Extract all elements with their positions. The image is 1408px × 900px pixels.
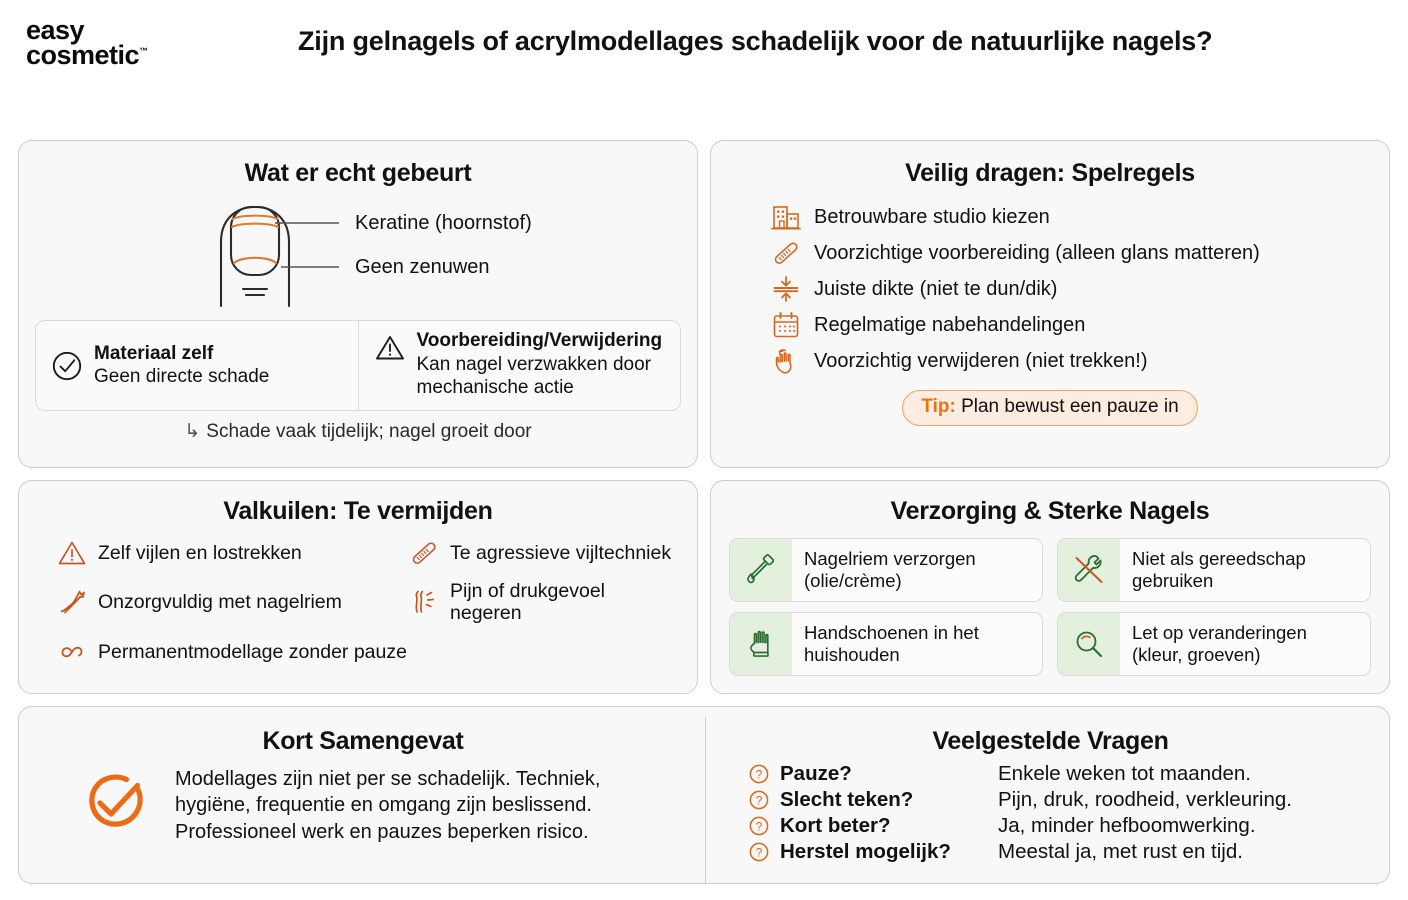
footnote-text: Schade vaak tijdelijk; nagel groeit door: [206, 420, 532, 442]
question-mark-icon: [748, 763, 770, 785]
care-item-label: Niet als gereedschap gebruiken: [1132, 547, 1306, 591]
tip-banner-wrap: [733, 390, 1367, 426]
warning-triangle-icon: [57, 538, 87, 568]
care-item-label: Handschoenen in het huishouden: [804, 621, 979, 665]
svg-text:?: ?: [755, 819, 763, 834]
summary-body: [49, 766, 677, 845]
brand-logo: [26, 14, 226, 68]
card-pitfalls: [18, 480, 698, 694]
check-circle-icon: [77, 766, 153, 842]
check-circle-icon: [50, 347, 84, 383]
glove-icon: [730, 613, 792, 675]
list-item-label: Pijn of drukgevoel negeren: [450, 580, 606, 625]
pliers-icon: [57, 587, 87, 617]
faq-item: [748, 762, 1375, 786]
care-item-watch-changes: [1057, 612, 1371, 676]
calendar-icon: [771, 310, 801, 340]
diagram-label-nerves: Geen zenuwen: [355, 256, 490, 278]
list-item-label: Zelf vijlen en lostrekken: [98, 541, 302, 564]
list-item-label: Permanentmodellage zonder pauze: [98, 640, 407, 663]
card-row-1: [18, 140, 1390, 468]
infinity-icon: [57, 637, 87, 667]
list-item: [57, 538, 409, 568]
card-title-what-happens: Wat er echt gebeurt: [244, 159, 472, 187]
list-item-label: Regelmatige nabehandelingen: [814, 314, 1086, 336]
list-item: [771, 238, 1367, 268]
card-summary-faq: [18, 706, 1390, 884]
care-item-no-tool: [1057, 538, 1371, 602]
list-item-label: Onzorgvuldig met nagelriem: [98, 591, 342, 614]
list-item-label: Betrouwbare studio kiezen: [814, 206, 1050, 228]
faq-question: Kort beter?: [780, 814, 891, 837]
card-safe-wear: [710, 140, 1390, 468]
brand-logo-tm: ™: [139, 45, 149, 56]
thickness-icon: [771, 274, 801, 304]
faq-question: Herstel mogelijk?: [780, 840, 951, 863]
magnifier-icon: [1058, 613, 1120, 675]
faq-answer: Enkele weken tot maanden.: [998, 762, 1251, 785]
faq-section: [705, 717, 1389, 883]
card-grid: [18, 140, 1390, 896]
no-wrench-icon: [1058, 539, 1120, 601]
list-item: [771, 310, 1367, 340]
page-header: [0, 0, 1408, 126]
faq-question: Slecht teken?: [780, 788, 914, 811]
care-grid: [729, 538, 1371, 676]
tip-label: Tip:: [921, 396, 956, 417]
card-care: [710, 480, 1390, 694]
faq-answer: Ja, minder hefboomwerking.: [998, 814, 1256, 837]
building-icon: [771, 202, 801, 232]
list-item: [771, 346, 1367, 376]
dropper-icon: [730, 539, 792, 601]
arrow-curve-icon: ↳: [184, 420, 201, 442]
care-item-label: Nagelriem verzorgen (olie/crème): [804, 547, 976, 591]
card-title-summary: Kort Samengevat: [262, 727, 464, 755]
question-mark-icon: [748, 789, 770, 811]
page-title: Zijn gelnagels of acrylmodellages schadelijk voor de natuurlijke nagels?: [298, 26, 1213, 56]
list-item: [771, 274, 1367, 304]
care-item-label: Let op veranderingen (kleur, groeven): [1132, 621, 1307, 665]
what-happens-footnote: [35, 420, 681, 443]
prep-sub: Kan nagel verzwakken door mechanische actie: [416, 353, 651, 399]
list-item-label: Te agressieve vijltechniek: [450, 541, 672, 564]
faq-item: [748, 840, 1375, 864]
material-block: [36, 321, 358, 410]
faq-question: Pauze?: [780, 762, 852, 785]
faq-item: [748, 788, 1375, 812]
brand-logo-line2: cosmetic: [26, 39, 140, 70]
card-title-safe-wear: Veilig dragen: Spelregels: [905, 159, 1195, 187]
faq-answer: Meestal ja, met rust en tijd.: [998, 840, 1243, 863]
list-item: [57, 637, 409, 667]
card-title-care: Verzorging & Sterke Nagels: [890, 497, 1210, 525]
list-item: [409, 538, 681, 568]
card-row-3: [18, 706, 1390, 884]
gentle-hand-icon: [771, 346, 801, 376]
tip-badge: [902, 390, 1197, 426]
svg-text:?: ?: [755, 767, 763, 782]
pitfalls-grid: [35, 538, 681, 667]
nail-file-icon: [409, 538, 439, 568]
nail-anatomy-diagram: [35, 194, 681, 310]
question-mark-icon: [748, 841, 770, 863]
prep-removal-block: [358, 321, 681, 410]
list-item: [409, 580, 681, 625]
material-sub: Geen directe schade: [94, 366, 270, 388]
nail-file-icon: [771, 238, 801, 268]
summary-section: [19, 717, 705, 883]
tip-text: Plan bewust een pauze in: [961, 396, 1179, 417]
summary-text: Modellages zijn niet per se schadelijk. Techniek, hygiëne, frequentie en omgang zijn beslissend. Professioneel werk en pauzes beperken risico.: [175, 768, 601, 843]
card-title-faq: Veelgestelde Vragen: [932, 727, 1169, 755]
material-vs-prep-box: [35, 320, 681, 411]
list-item: [771, 202, 1367, 232]
list-item: [57, 580, 409, 625]
faq-item: [748, 814, 1375, 838]
diagram-label-keratin: Keratine (hoornstof): [355, 212, 532, 234]
faq-list: [726, 762, 1375, 864]
list-item-label: Juiste dikte (niet te dun/dik): [814, 278, 1058, 300]
card-row-2: [18, 480, 1390, 694]
list-item-label: Voorzichtig verwijderen (niet trekken!): [814, 350, 1148, 372]
safe-wear-rule-list: [733, 202, 1367, 376]
pain-burst-icon: [409, 587, 439, 617]
list-item-label: Voorzichtige voorbereiding (alleen glans matteren): [814, 242, 1260, 264]
card-title-pitfalls: Valkuilen: Te vermijden: [223, 497, 493, 525]
brand-logo-line1: easy: [26, 15, 85, 45]
faq-answer: Pijn, druk, roodheid, verkleuring.: [998, 788, 1292, 811]
question-mark-icon: [748, 815, 770, 837]
material-title: Materiaal zelf: [94, 342, 214, 364]
svg-text:?: ?: [755, 845, 763, 860]
svg-text:?: ?: [755, 793, 763, 808]
care-item-gloves: [729, 612, 1043, 676]
care-item-cuticle: [729, 538, 1043, 602]
warning-triangle-icon: [373, 329, 407, 365]
card-what-happens: [18, 140, 698, 468]
prep-title: Voorbereiding/Verwijdering: [416, 330, 663, 351]
